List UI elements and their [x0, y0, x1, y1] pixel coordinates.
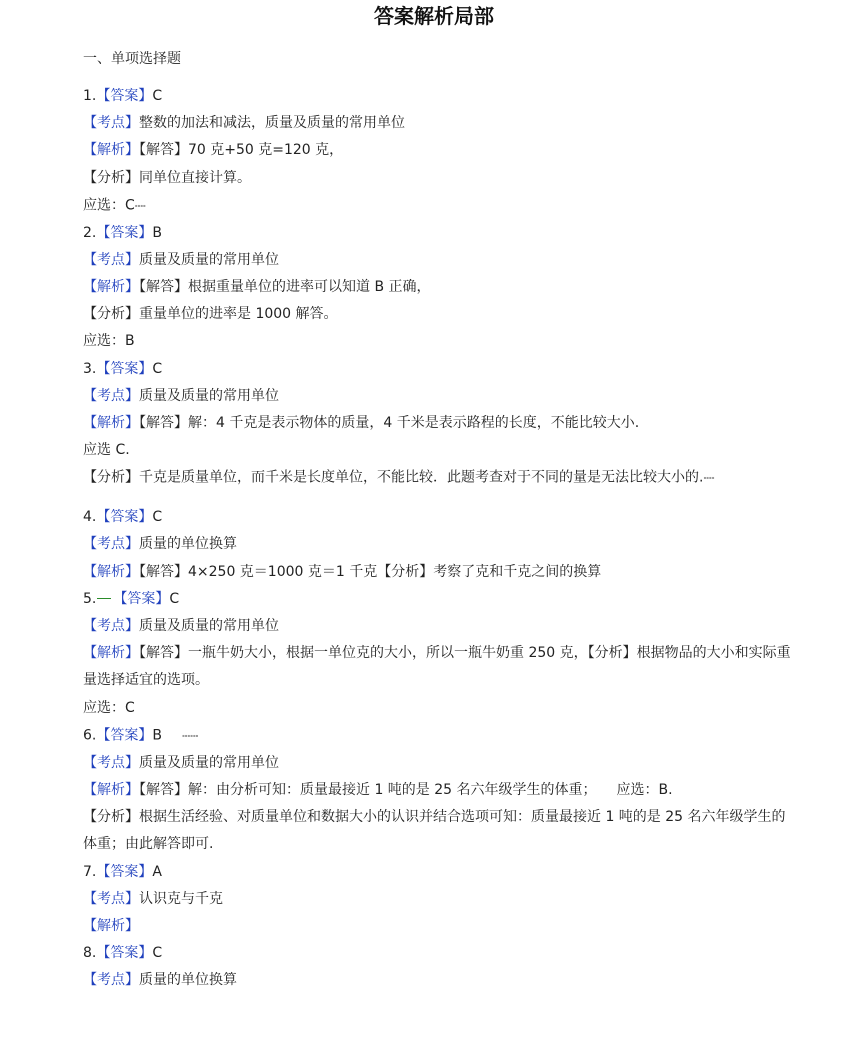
q2-point: 质量及质量的常用单位 — [139, 251, 279, 268]
q1-fenxi: 同单位直接计算。 — [139, 169, 251, 186]
answer-tag: 【答案】 — [96, 945, 153, 962]
q1-answer-line — [83, 83, 793, 110]
q6-choose: 应选：B. — [616, 781, 673, 798]
fenxi-tag: 【分析】 — [377, 563, 434, 580]
q6-fenxi: 根据生活经验、对质量单位和数据大小的认识并结合选项可知：质量最接近 1 吨的是 25 名六年级学生的体重；由此解答即可. — [83, 809, 786, 853]
q5-choose: 应选：C — [83, 699, 135, 716]
q6-solve: 解：由分析可知：质量最接近 1 吨的是 25 名六年级学生的体重； — [188, 781, 597, 798]
q4-answer-line — [83, 504, 793, 531]
q3-answer-line — [83, 356, 793, 383]
q8-point-line — [83, 967, 793, 994]
point-tag: 【考点】 — [83, 618, 139, 635]
q6-fenxi-line — [83, 804, 793, 858]
q2-number: 2. — [83, 224, 97, 241]
point-tag: 【考点】 — [83, 115, 139, 132]
q3-fenxi: 千克是质量单位，而千米是长度单位，不能比较．此题考查对于不同的量是无法比较大小的. — [139, 470, 704, 487]
q6-answer: B — [152, 727, 162, 744]
q3-answer: C — [152, 360, 163, 377]
point-tag: 【考点】 — [83, 754, 139, 771]
q7-answer-line — [83, 859, 793, 886]
answer-tag: 【答案】 — [96, 509, 153, 526]
analysis-tag: 【解析】 — [83, 781, 139, 798]
q8-point: 质量的单位换算 — [139, 972, 237, 989]
q7-point-line — [83, 886, 793, 913]
point-tag: 【考点】 — [83, 972, 139, 989]
analysis-tag: 【解析】 — [83, 142, 139, 159]
watermark-mark: ▪▪▪▪▪▪ — [181, 732, 199, 738]
q6-point: 质量及质量的常用单位 — [139, 754, 279, 771]
q1-point: 整数的加法和减法，质量及质量的常用单位 — [139, 115, 405, 132]
q5-solve: 一瓶牛奶大小，根据一单位克的大小，所以一瓶牛奶重 250 克， — [188, 645, 588, 662]
q5-analysis-line — [83, 640, 793, 694]
q1-number: 1. — [83, 88, 97, 104]
point-tag: 【考点】 — [83, 536, 139, 553]
section-heading: 一、单项选择题 — [83, 51, 181, 67]
answer-tag: 【答案】 — [96, 863, 153, 880]
q2-answer: B — [152, 224, 162, 241]
solve-tag: 【解答】 — [139, 279, 188, 296]
q6-analysis-line — [83, 777, 793, 804]
q8-answer-line — [83, 940, 793, 967]
q7-analysis-line — [83, 913, 793, 940]
solve-tag: 【解答】 — [139, 781, 188, 798]
q2-solve: 根据重量单位的进率可以知道 B 正确， — [188, 279, 431, 296]
q2-fenxi-line — [83, 301, 793, 328]
q2-fenxi: 重量单位的进率是 1000 解答。 — [139, 306, 338, 323]
solve-tag: 【解答】 — [139, 645, 188, 662]
q3-point: 质量及质量的常用单位 — [139, 387, 279, 404]
q1-fenxi-line — [83, 165, 793, 192]
answer-tag: 【答案】 — [96, 727, 153, 744]
page-title: 答案解析局部 — [374, 4, 494, 28]
answer-tag: 【答案】 — [96, 224, 153, 241]
q3-choose-line — [83, 437, 793, 464]
q4-solve: 4×250 克＝1000 克＝1 千克 — [188, 563, 378, 580]
analysis-tag: 【解析】 — [83, 279, 139, 296]
q7-number: 7. — [83, 863, 97, 880]
q1-choose: 应选：C — [83, 197, 135, 214]
q5-answer: C — [169, 590, 180, 607]
watermark-mark: ▪▪▪▪ — [134, 202, 146, 208]
solve-tag: 【解答】 — [139, 563, 188, 580]
q5-point: 质量及质量的常用单位 — [139, 618, 279, 635]
decorative-dash — [97, 598, 111, 599]
q5-choose-line — [83, 695, 793, 722]
point-tag: 【考点】 — [83, 251, 139, 268]
q4-number: 4. — [83, 509, 97, 526]
solve-tag: 【解答】 — [139, 142, 188, 159]
q4-fenxi: 考察了克和千克之间的换算 — [433, 563, 602, 580]
q1-answer: C — [152, 88, 163, 104]
q3-number: 3. — [83, 360, 97, 377]
solve-tag: 【解答】 — [139, 415, 188, 432]
fenxi-tag: 【分析】 — [83, 470, 139, 487]
q2-point-line — [83, 247, 793, 274]
analysis-tag: 【解析】 — [83, 917, 139, 934]
q1-solve: 70 克+50 克=120 克， — [188, 142, 344, 159]
q5-point-line — [83, 613, 793, 640]
fenxi-tag: 【分析】 — [83, 809, 139, 826]
q5-number: 5. — [83, 590, 97, 607]
point-tag: 【考点】 — [83, 890, 139, 907]
q7-answer: A — [152, 863, 162, 880]
q8-answer: C — [152, 945, 163, 962]
analysis-tag: 【解析】 — [83, 645, 139, 662]
point-tag: 【考点】 — [83, 387, 139, 404]
q2-analysis-line — [83, 274, 793, 301]
answer-tag: 【答案】 — [96, 360, 153, 377]
q7-point: 认识克与千克 — [139, 890, 223, 907]
q3-analysis-line — [83, 410, 793, 437]
q5-answer-line — [83, 586, 793, 613]
q8-number: 8. — [83, 945, 97, 962]
q3-solve: 解：4 千克是表示物体的质量，4 千米是表示路程的长度，不能比较大小. — [188, 415, 640, 432]
q4-point-line — [83, 531, 793, 558]
fenxi-tag: 【分析】 — [83, 169, 139, 186]
q3-point-line — [83, 383, 793, 410]
answer-tag: 【答案】 — [113, 590, 170, 607]
q2-answer-line — [83, 220, 793, 247]
q1-point-line — [83, 110, 793, 137]
q2-choose: 应选：B — [83, 333, 135, 350]
analysis-tag: 【解析】 — [83, 563, 139, 580]
answer-content — [83, 46, 793, 995]
q4-analysis-line — [83, 559, 793, 586]
q6-point-line — [83, 750, 793, 777]
q6-number: 6. — [83, 727, 97, 744]
q6-answer-line — [83, 722, 793, 750]
q1-analysis-line — [83, 137, 793, 164]
q4-point: 质量的单位换算 — [139, 536, 237, 553]
spacer — [83, 492, 793, 504]
fenxi-tag: 【分析】 — [83, 306, 139, 323]
q3-choose: 应选 C. — [83, 442, 130, 459]
q4-answer: C — [152, 509, 163, 526]
analysis-tag: 【解析】 — [83, 415, 139, 432]
answer-tag: 【答案】 — [96, 88, 153, 104]
q2-choose-line — [83, 328, 793, 355]
q5-fenxi: 根据物品的大小和实际重量选择适宜的选项。 — [83, 645, 791, 689]
q1-choose-line — [83, 192, 793, 220]
watermark-mark: ▪▪▪▪ — [703, 475, 715, 481]
fenxi-tag: 【分析】 — [587, 645, 637, 662]
q3-fenxi-line — [83, 464, 793, 492]
